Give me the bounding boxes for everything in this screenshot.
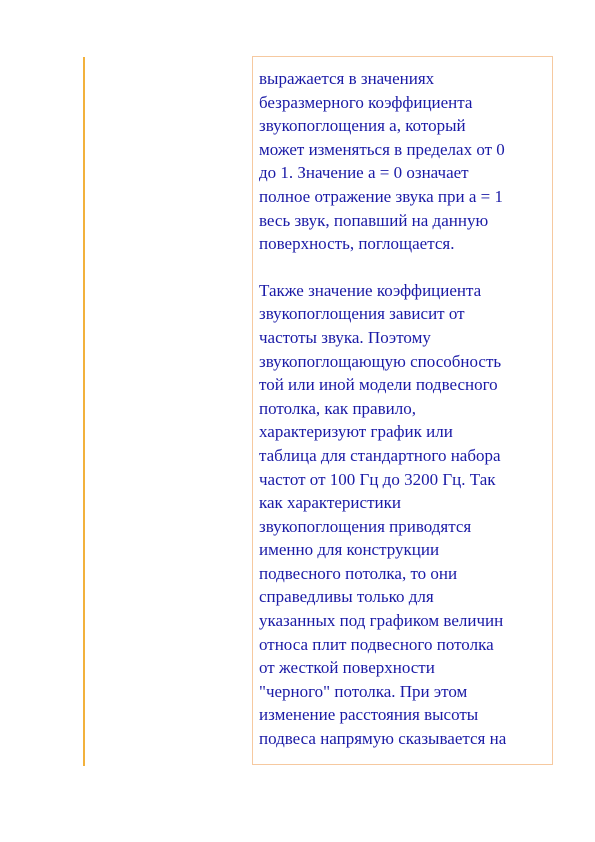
paragraph-sound-absorption-coefficient: выражается в значениях безразмерного коэффициента звукопоглощения a, который может изменяться в пределах от 0 до 1. Значение a = 0 означает полное отражение звука при a = 1 весь звук, попавший на данную поверхность, поглощается.	[259, 69, 505, 254]
text-frame	[252, 56, 553, 765]
paragraph-frequency-dependence: Также значение коэффициента звукопоглощения зависит от частоты звука. Поэтому звукопоглощающую способность той или иной модели подвесного потолка, как правило, характеризуют график или таблица для стандартного набора частот от 100 Гц до 3200 Гц. Так как характеристики звукопоглощения приводятся именно для конструкции подвесного потолка, то они справедливы только для указанных под графиком величин относа плит подвесного потолка от жесткой поверхности "черного" потолка. При этом изменение расстояния высоты подвеса напрямую сказывается на	[259, 280, 507, 749]
left-margin-rule	[83, 57, 85, 766]
